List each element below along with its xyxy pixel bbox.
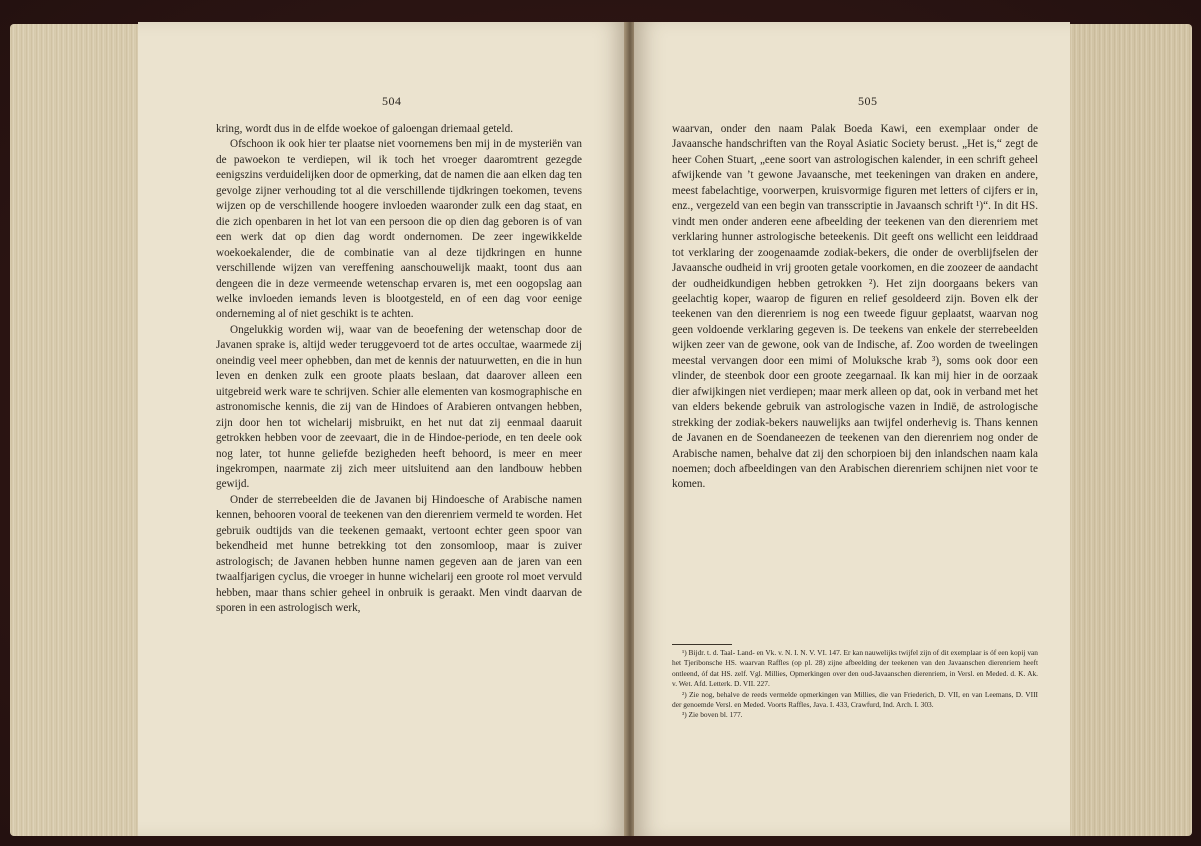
- right-page-body: [672, 122, 1038, 493]
- page-number-right: 505: [858, 94, 878, 108]
- paragraph: Ongelukkig worden wij, waar van de beoefening der wetenschap door de Javanen sprake is, altijd weder teruggevoerd tot de artes occultae, waarmede zij oneindig veel meer ophebben, dan met de kennis der natuurwetten, en die in hun leven en denken zulk een groote plaats beslaan, dat daarover alleen een uitgebreid werk ware te schrijven. Schier alle elementen van kosmographische en astronomische kennis, die zij van de Hindoes of Arabieren ontvangen hebben, zijn door hen tot wichelarij misbruikt, en het nut dat zij eenmaal daaruit getrokken hebben voor de zeevaart, die in de Hindoe-periode, en ten deele ook nog later, tot hunne geliefde bezigheden heeft behoord, is meer en meer ingekrompen, naarmate zij zich meer uitsluitend aan den landbouw hebben gewijd.: [216, 323, 582, 491]
- left-page-body: [216, 122, 582, 617]
- footnote: ¹) Bijdr. t. d. Taal- Land- en Vk. v. N. I. N. V. VI. 147. Er kan nauwelijks twijfel zijn of dit exemplaar is óf een kopij van het Tjeribonsche HS. waarvan Raffles (op pl. 28) zijne afbeelding der teekenen van den Javaanschen dierenriem heeft ontleend, óf dat HS. zelf. Vgl. Millies, Opmerkingen over den oud-Javaanschen dierenriem, in Versl. en Meded. d. K. Ak. v. Wet. Afd. Letterk. D. VII. 227.: [672, 648, 1038, 689]
- page-edges-right: [1068, 24, 1192, 836]
- footnotes: [672, 644, 1038, 721]
- paragraph: waarvan, onder den naam Palak Boeda Kawi, een exemplaar onder de Javaansche handschriften van the Royal Asiatic Society berust. „Het is,“ zegt de heer Cohen Stuart, „eene soort van astrologischen kalender, in een schrift geheel afwijkende van ’t gewone Javaansche, met teekeningen van draken en andere, meest fabelachtige, voorwerpen, kruisvormige figuren met letters of cijfers er in, enz., vergezeld van een begin van transscriptie in Javaansch schrift ¹)“. In dit HS. vindt men onder anderen eene afbeelding der teekenen van den dierenriem met verklaring hunner astrologische beteekenis. Dit geeft ons wellicht een leiddraad tot verklaring der zoogenaamde zodiak-bekers, die onder de overblijfselen der Javaansche oudheid in vrij grooten getale voorkomen, en die zoozeer de aandacht der oudheidkundigen hebben getrokken ²). Het zijn doorgaans bekers van geelachtig koper, waarop de figuren en relief gesoldeerd zijn. Boven elk der teekenen van den dierenriem is nog een tweede figuur geplaatst, waarvan nog geen voldoende verklaring gegeven is. De teekens van enkele der sterrebeelden wijken zeer van de gewone, ook van de Indische, af. Zoo worden de tweelingen meestal vervangen door een mimi of Moluksche krab ³), soms ook door een vlinder, de steenbok door een groote zeegarnaal. Ik kan mij hier in de oorzaak dier afwijkingen niet verdiepen; maar merk alleen op dat, ook in verband met het van elders bekende gebruik van astrologische vazen in Indië, de astrologische strekking der zodiak-bekers nauwelijks aan twijfel onderhevig is. Thans kennen de Javanen en de Soendaneezen de teekenen van den dierenriem nog onder de Arabische namen, behalve dat zij den schorpioen bij den inlandschen naam kala noemen; doch afbeeldingen van den Arabischen dierenriem schijnen niet voor te komen.: [672, 123, 1038, 491]
- paragraph: Onder de sterrebeelden die de Javanen bij Hindoesche of Arabische namen kennen, behooren vooral de teekenen van den dierenriem vermeld te worden. Het gebruik oudtijds van die teekenen gemaakt, vertoont echter geen spoor van bekendheid met hunne betrekking tot den zonsomloop, maar is zuiver astrologisch; de Javanen hebben hunne namen gegeven aan de jaren van een twaalfjarigen cyclus, die vroeger in hunne wichelarij een groote rol moet vervuld hebben, maar thans schier geheel in onbruik is geraakt. Men vindt daarvan de sporen in een astrologisch werk,: [216, 493, 582, 615]
- left-page: [138, 22, 626, 836]
- paragraph: Ofschoon ik ook hier ter plaatse niet voornemens ben mij in de mysteriën van de pawoekon te verdiepen, wil ik toch het vroeger daaromtrent gezegde eenigszins verduidelijken door de opmerking, dat de namen die aan elken dag ten gevolge zijner verhouding tot al die verschillende tijdkringen toekomen, tevens wijzen op de verschillende hoogere invloeden waaronder zulk een dag staat, en die zich openbaren in het lot van een persoon die op dien dag geboren is of van een werk dat op dien dag wordt ondernomen. De zeer ingewikkelde woekoekalender, die de combinatie van al deze tijdkringen en hunne verschillende wijzen van vereffening aanschouwelijk maakt, toont dus aan dengeen die in deze vermeende wetenschap ervaren is, met een oogopslag aan welke invloeden iemands leven is blootgesteld, en of een dag voor eenige onderneming al of niet geschikt is te achten.: [216, 138, 582, 321]
- right-page: [634, 22, 1070, 836]
- page-edges-left: [10, 24, 138, 836]
- page-number-left: 504: [382, 94, 402, 108]
- footnote-rule: [672, 644, 732, 645]
- footnote: ³) Zie boven bl. 177.: [682, 710, 743, 720]
- paragraph: kring, wordt dus in de elfde woekoe of galoengan driemaal geteld.: [216, 123, 513, 135]
- footnote: ²) Zie nog, behalve de reeds vermelde opmerkingen van Millies, die van Friederich, D. VII, en van Leemans, D. VIII der genoemde Versl. en Meded. Voorts Raffles, Java. I. 433, Crawfurd, Ind. Arch. I. 303.: [672, 689, 1038, 710]
